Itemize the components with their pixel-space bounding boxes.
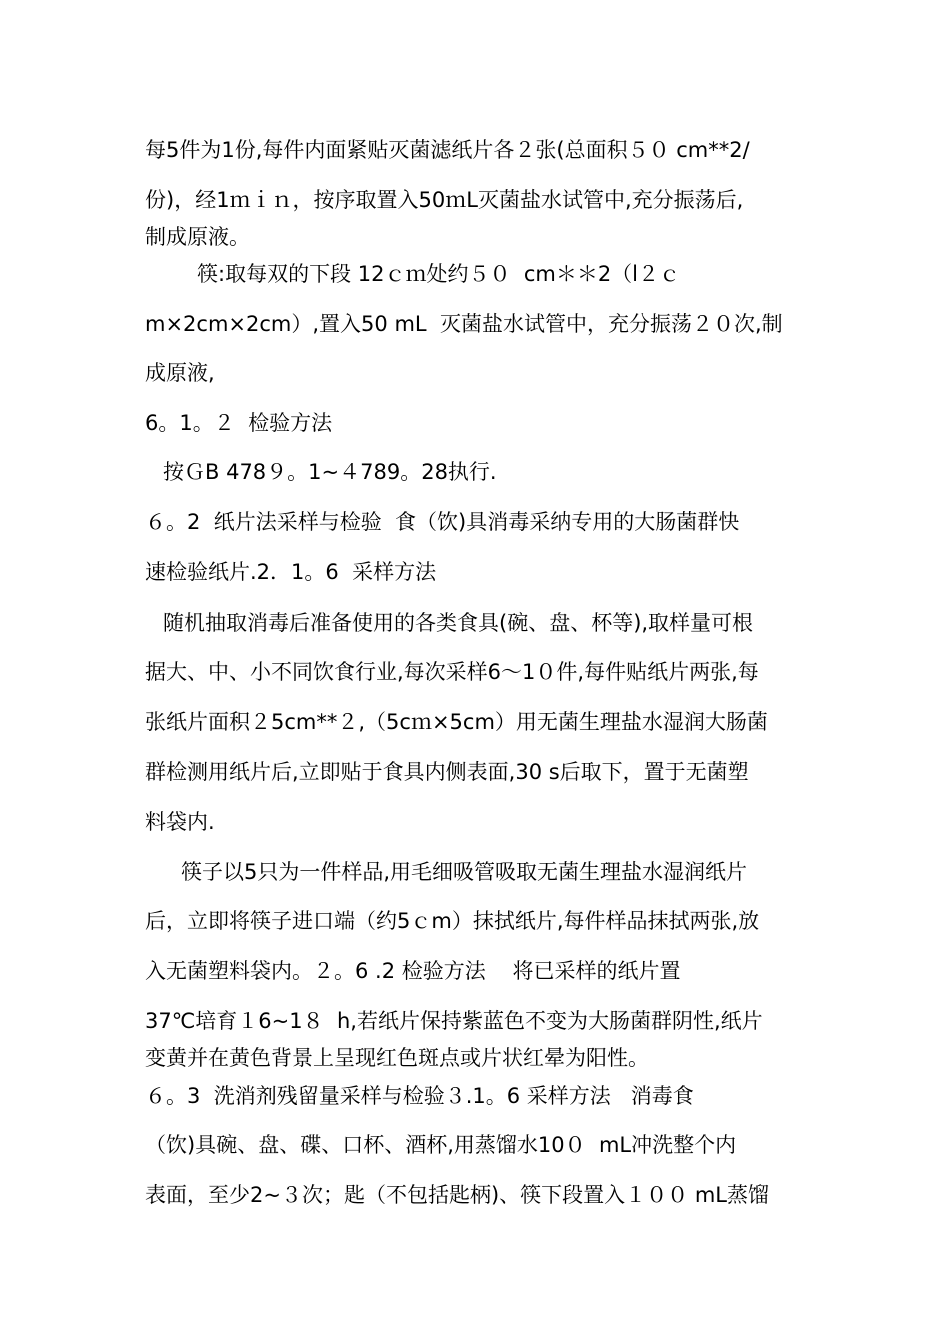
text-line-22: （饮)具碗、盘、碟、口杯、酒杯,用蒸馏水10０ mL冲洗整个内	[145, 1133, 737, 1157]
text-line-6: 成原液,	[145, 361, 215, 385]
text-line-13: 张纸片面积２5cm**２,（5cｍ×5cm）用无菌生理盐水湿润大肠菌	[145, 710, 768, 734]
text-line-5: m×2cm×2cm）,置入50 mL 灭菌盐水试管中，充分振荡２０次,制	[145, 312, 783, 336]
section-heading-6-1-2: 6。1。２ 检验方法	[145, 411, 333, 435]
text-line-11: 随机抽取消毒后准备使用的各类食具(碗、盘、杯等),取样量可根	[163, 611, 754, 635]
text-line-12: 据大、中、小不同饮食行业,每次采样6～1０件,每件贴纸片两张,每	[145, 660, 759, 684]
text-line-2: 份)，经1ｍｉｎ，按序取置入50ｍL灭菌盐水试管中,充分振荡后,	[145, 188, 744, 212]
text-line-20: 变黄并在黄色背景上呈现红色斑点或片状红晕为阳性。	[145, 1046, 649, 1070]
text-line-15: 料袋内.	[145, 810, 215, 834]
text-line-3: 制成原液。	[145, 225, 250, 249]
text-line-18: 入无菌塑料袋内。２。6 .2 检验方法 将已采样的纸片置	[145, 959, 681, 983]
section-heading-6-2: ６。2 纸片法采样与检验 食（饮)具消毒采纳专用的大肠菌群快	[145, 510, 740, 534]
text-line-8: 按ＧB 478９。1~４789。28执行.	[163, 460, 497, 484]
section-heading-6-3: ６。3 洗消剂残留量采样与检验３.1。6 采样方法 消毒食	[145, 1084, 694, 1108]
text-line-17: 后，立即将筷子进口端（约5ｃm）抹拭纸片,每件样品抹拭两张,放	[145, 909, 760, 933]
text-line-23: 表面，至少2~３次；匙（不包括匙柄)、筷下段置入１００ mL蒸馏	[145, 1183, 769, 1207]
text-line-14: 群检测用纸片后,立即贴于食具内侧表面,30 s后取下，置于无菌塑	[145, 760, 749, 784]
text-line-1: 每5件为1份,每件内面紧贴灭菌滤纸片各２张(总面积５０ cm**2/	[145, 138, 750, 162]
text-line-4: 筷:取每双的下段 12ｃｍ处约５０ cm＊＊2（l２ｃ	[197, 262, 681, 286]
text-line-16: 筷子以5只为一件样品,用毛细吸管吸取无菌生理盐水湿润纸片	[181, 860, 748, 884]
text-line-19: 37℃培育１6~1８ h,若纸片保持紫蓝色不变为大肠菌群阴性,纸片	[145, 1009, 763, 1033]
text-line-10: 速检验纸片.2．1。6 采样方法	[145, 560, 437, 584]
